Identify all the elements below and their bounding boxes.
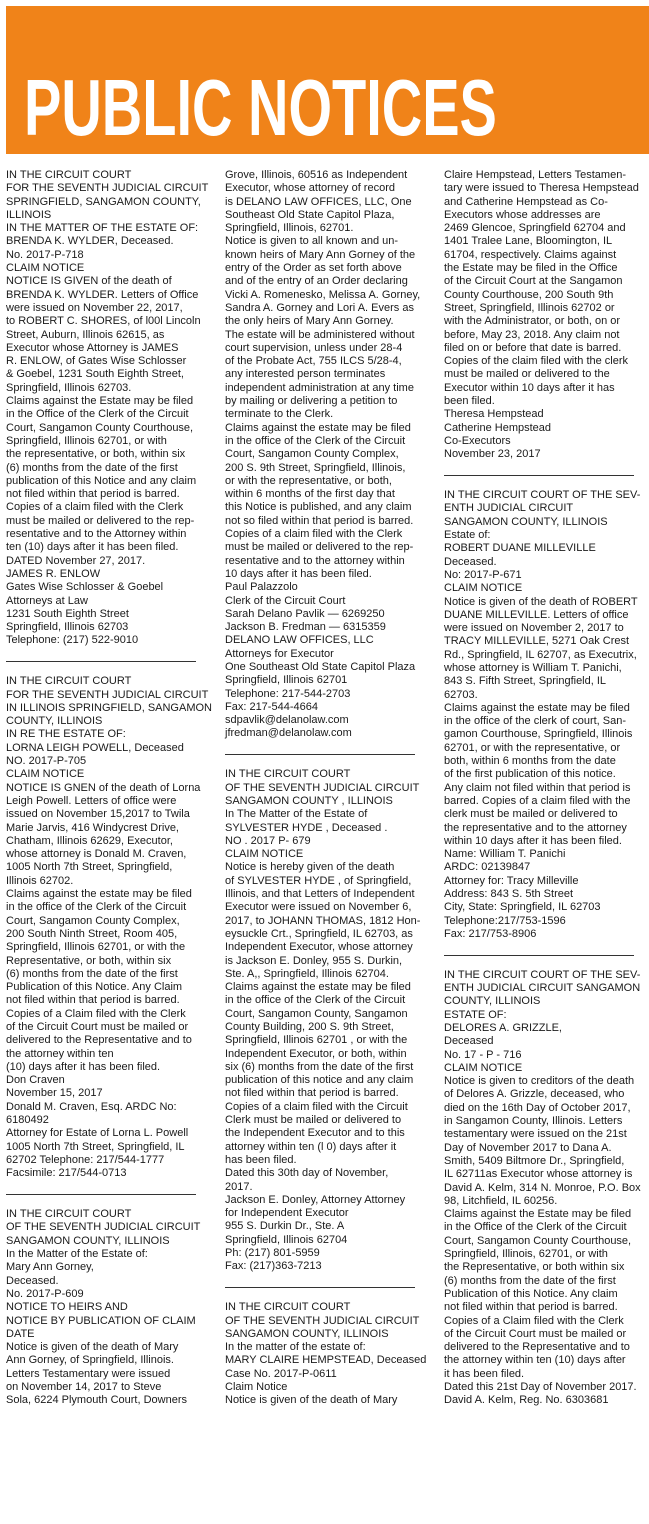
notice-line: NOTICE IS GNEN of the death of Lorna bbox=[6, 781, 201, 794]
notice-line: CLAIM NOTICE bbox=[444, 1061, 523, 1074]
notice-line: 98, Litchfield, IL 60256. bbox=[444, 1194, 558, 1207]
legal-notice bbox=[444, 489, 641, 941]
notice-line: DUANE MILLEVILLE. Letters of office bbox=[444, 608, 629, 621]
notice-line: delivered to the Representative and to bbox=[6, 1034, 192, 1047]
notice-line: Letters Testamentary were issued bbox=[6, 1367, 171, 1380]
notice-line: November 15, 2017 bbox=[6, 1087, 103, 1100]
notice-line: eysuckle Crt., Springfield, IL 62703, as bbox=[225, 927, 413, 940]
notice-line: sdpavlik@delanolaw.com bbox=[225, 714, 349, 727]
notice-line: DATED November 27, 2017. bbox=[6, 554, 146, 567]
notice-line: delivered to the Representative and to bbox=[444, 1341, 630, 1354]
notice-line: Springfield, Illinois 62701 bbox=[225, 674, 348, 687]
notice-line: JAMES R. ENLOW bbox=[6, 567, 101, 580]
notice-line: Claims against the Estate may be filed bbox=[444, 1208, 632, 1221]
notice-line: County Building, 200 S. 9th Street, bbox=[225, 1021, 394, 1033]
notice-line: 6180492 bbox=[6, 1114, 49, 1127]
notice-line: IN THE CIRCUIT COURT bbox=[6, 1208, 132, 1221]
notice-line: Springfield, Illinois 62703. bbox=[6, 381, 132, 394]
notice-line: Court, Sangamon County Courthouse, bbox=[444, 1234, 632, 1247]
notice-line: MARY CLAIRE HEMPSTEAD, Deceased bbox=[225, 1354, 427, 1367]
legal-notice bbox=[6, 169, 209, 648]
notice-line: this Notice is published, and any claim bbox=[225, 501, 412, 514]
notice-line: on November 14, 2017 to Steve bbox=[6, 1381, 162, 1394]
notice-line: In the matter of the estate of: bbox=[225, 1341, 366, 1354]
notice-line: Representative, or both, within six bbox=[6, 954, 172, 967]
spacer bbox=[444, 462, 634, 475]
notice-line: were issued on November 22, 2017, bbox=[6, 301, 183, 314]
spacer bbox=[444, 956, 634, 969]
notice-line: not so filed within that period is barred. bbox=[225, 514, 414, 527]
notice-line: 1005 North 7th Street, Springfield, bbox=[6, 861, 173, 874]
notice-line: Copies of a Claim filed with the Clerk bbox=[444, 1314, 624, 1327]
notice-line: In The Matter of the Estate of bbox=[225, 808, 368, 821]
notice-line: Executor whose Attorney is JAMES bbox=[6, 341, 179, 354]
notice-line: Sola, 6224 Plymouth Court, Downers bbox=[6, 1394, 187, 1407]
notice-line: (6) months from the date of the first bbox=[444, 1274, 616, 1287]
notice-line: Co-Executors bbox=[444, 434, 511, 447]
legal-notice bbox=[225, 169, 421, 741]
notice-line: known heirs of Mary Ann Gorney of the bbox=[225, 248, 416, 261]
notice-line: Claims against the estate may be filed bbox=[444, 701, 630, 714]
notice-line: and of the entry of an Order declaring bbox=[225, 275, 408, 288]
notice-line: six (6) months from the date of the first bbox=[225, 1060, 414, 1073]
notice-line: issued on November 15,2017 to Twila bbox=[6, 808, 190, 821]
notice-line: IN THE CIRCUIT COURT OF THE SEV- bbox=[444, 489, 641, 502]
notice-line: has been filed. bbox=[225, 1153, 297, 1166]
notice-line: Fax: 217-544-4664 bbox=[225, 700, 318, 713]
notice-line: the representative, or both, within six bbox=[6, 448, 186, 461]
legal-notice bbox=[225, 1301, 427, 1407]
notice-line: November 23, 2017 bbox=[444, 448, 541, 461]
notice-line: 1005 North 7th Street, Springfield, IL bbox=[6, 1140, 185, 1153]
notice-line: Telephone: 217-544-2703 bbox=[225, 687, 351, 700]
column-3 bbox=[444, 169, 641, 1408]
notice-line: is DELANO LAW OFFICES, LLC, One bbox=[225, 195, 412, 208]
notice-line: Court, Sangamon County Courthouse, bbox=[6, 421, 194, 434]
notice-line: CLAIM NOTICE bbox=[444, 582, 523, 595]
notice-line: DATE bbox=[6, 1327, 35, 1340]
notice-line: County Courthouse, 200 South 9th bbox=[444, 288, 614, 301]
notice-line: ENTH JUDICIAL CIRCUIT bbox=[444, 502, 574, 515]
notice-line: must be mailed or delivered to the rep- bbox=[6, 514, 195, 527]
notice-line: before, May 23, 2018. Any claim not bbox=[444, 328, 620, 341]
notice-line: SYLVESTER HYDE , Deceased . bbox=[225, 821, 388, 834]
notice-line: No: 2017-P-671 bbox=[444, 568, 522, 581]
notice-line: independent administration at any time bbox=[225, 381, 414, 394]
notice-line: Notice is given of the death of ROBERT bbox=[444, 595, 638, 608]
notice-line: SANGAMON COUNTY, ILLINOIS bbox=[6, 1234, 170, 1247]
notice-line: NOTICE TO HEIRS AND bbox=[6, 1301, 128, 1314]
notice-line: not filed within that period is barred. bbox=[444, 1301, 618, 1314]
notice-line: ROBERT DUANE MILLEVILLE bbox=[444, 542, 596, 555]
notice-line: Springfield, Illinois 62704 bbox=[225, 1233, 348, 1246]
notice-line: (10) days after it has been filed. bbox=[6, 1060, 161, 1073]
notice-line: Vicki A. Romenesko, Melissa A. Gorney, bbox=[225, 288, 421, 301]
notice-line: not filed within that period is barred. bbox=[6, 488, 180, 501]
notice-line: IN THE CIRCUIT COURT OF THE SEV- bbox=[444, 968, 641, 981]
notice-line: Smith, 5409 Biltmore Dr., Springfield, bbox=[444, 1154, 625, 1167]
notice-line: David A. Kelm, Reg. No. 6303681 bbox=[444, 1394, 609, 1407]
notice-line: Notice is given of the death of Mary bbox=[6, 1341, 179, 1354]
notice-line: City, State: Springfield, IL 62703 bbox=[444, 901, 601, 914]
notice-line: to ROBERT C. SHORES, of l00l Lincoln bbox=[6, 315, 201, 328]
notice-line: any interested person terminates bbox=[225, 368, 386, 381]
notice-line: Copies of a claim filed with the Clerk bbox=[6, 501, 184, 514]
notice-line: ESTATE OF: bbox=[444, 1008, 507, 1021]
notice-line: terminate to the Clerk. bbox=[225, 408, 334, 421]
notice-line: jfredman@delanolaw.com bbox=[225, 727, 352, 740]
notice-line: Executor within 10 days after it has bbox=[444, 381, 615, 394]
notice-line: both, within 6 months from the date bbox=[444, 755, 616, 768]
notice-line: One Southeast Old State Capitol Plaza bbox=[225, 660, 416, 673]
notice-line: IN ILLINOIS SPRINGFIELD, SANGAMON bbox=[6, 701, 212, 714]
notice-line: Theresa Hempstead bbox=[444, 408, 544, 421]
notice-line: it has been filed. bbox=[444, 1367, 525, 1380]
notice-line: the attorney within ten (10) days after bbox=[444, 1354, 626, 1367]
notice-line: not filed within that period is barred. bbox=[6, 994, 180, 1007]
notice-line: Deceased bbox=[444, 1035, 494, 1048]
notice-line: Copies of a claim filed with the Circuit bbox=[225, 1100, 408, 1113]
notice-line: Notice is given to all known and un- bbox=[225, 235, 399, 248]
notice-line: for Independent Executor bbox=[225, 1207, 349, 1220]
page-title: PUBLIC NOTICES bbox=[24, 63, 497, 152]
column-1 bbox=[6, 169, 212, 1408]
notice-line: publication of this notice and any claim bbox=[225, 1074, 414, 1087]
notice-line: 843 S. Fifth Street, Springfield, IL bbox=[444, 675, 607, 688]
notice-line: of the Circuit Court at the Sangamon bbox=[444, 275, 623, 288]
notice-line: Jackson E. Donley, Attorney Attorney bbox=[225, 1193, 406, 1206]
notice-line: Notice is given of the death of Mary bbox=[225, 1394, 398, 1407]
notice-line: the Estate may be filed in the Office bbox=[444, 262, 618, 275]
notice-line: not filed within that period is barred. bbox=[225, 1087, 399, 1100]
notice-line: (6) months from the date of the first bbox=[6, 461, 178, 474]
notice-line: Clerk must be mailed or delivered to bbox=[225, 1114, 402, 1127]
notice-line: 62702 Telephone: 217/544-1777 bbox=[6, 1153, 165, 1166]
notice-line: Any claim not filed within that period is bbox=[444, 781, 631, 794]
notice-line: COUNTY, ILLINOIS bbox=[6, 715, 103, 728]
notice-line: No. 2017-P-609 bbox=[6, 1287, 84, 1300]
notice-line: TRACY MILLEVILLE, 5271 Oak Crest bbox=[444, 635, 630, 648]
notice-line: Grove, Illinois, 60516 as Independent bbox=[225, 169, 408, 181]
notice-line: In the Matter of the Estate of: bbox=[6, 1248, 148, 1261]
notice-line: Donald M. Craven, Esq. ARDC No: bbox=[6, 1100, 177, 1113]
notice-line: Telephone:217/753-1596 bbox=[444, 914, 566, 927]
notice-line: Ann Gorney, of Springfield, Illinois. bbox=[6, 1354, 174, 1367]
notice-line: barred. Copies of a claim filed with the bbox=[444, 794, 631, 807]
notice-line: Mary Ann Gorney, bbox=[6, 1261, 94, 1274]
notice-line: OF THE SEVENTH JUDICIAL CIRCUIT bbox=[6, 1221, 201, 1234]
notice-line: 955 S. Durkin Dr., Ste. A bbox=[225, 1220, 345, 1233]
notice-line: CLAIM NOTICE bbox=[6, 262, 85, 275]
notice-line: of SYLVESTER HYDE , of Springfield, bbox=[225, 874, 412, 887]
notice-line: IN RE THE ESTATE OF: bbox=[6, 728, 126, 741]
notice-line: 62701, or with the representative, or bbox=[444, 741, 621, 754]
notice-line: the attorney within ten bbox=[6, 1047, 114, 1060]
notice-line: whose attorney is William T. Panichi, bbox=[444, 661, 622, 674]
spacer bbox=[225, 741, 415, 754]
notice-line: the Independent Executor and to this bbox=[225, 1127, 405, 1140]
notice-line: David A. Kelm, 314 N. Monroe, P.O. Box bbox=[444, 1181, 641, 1194]
spacer bbox=[225, 1288, 415, 1301]
notice-line: Marie Jarvis, 416 Windycrest Drive, bbox=[6, 821, 179, 834]
notice-line: of the Probate Act, 755 ILCS 5/28-4, bbox=[225, 355, 402, 368]
legal-notice bbox=[6, 675, 212, 1180]
notice-line: Notice is given to creditors of the death bbox=[444, 1075, 635, 1088]
spacer bbox=[6, 1195, 196, 1208]
notice-line: Fax: (217)363-7213 bbox=[225, 1260, 322, 1273]
notice-line: IN THE CIRCUIT COURT bbox=[6, 169, 132, 181]
notice-line: must be mailed or delivered to the bbox=[444, 368, 610, 381]
notice-line: COUNTY, ILLINOIS bbox=[444, 995, 541, 1008]
notice-line: in the Office of the Clerk of the Circuit bbox=[6, 408, 189, 421]
notice-line: Claim Notice bbox=[225, 1381, 288, 1394]
notice-line: 200 South Ninth Street, Room 405, bbox=[6, 927, 178, 940]
notice-line: Claims against the estate may be filed bbox=[225, 421, 411, 434]
notice-line: clerk must be mailed or delivered to bbox=[444, 808, 618, 821]
notice-line: IN THE CIRCUIT COURT bbox=[225, 1301, 351, 1314]
notice-line: SANGAMON COUNTY, ILLINOIS bbox=[444, 515, 608, 528]
notice-line: Springfield, Illinois, 62701. bbox=[225, 222, 354, 235]
notice-line: Publication of this Notice. Any Claim bbox=[6, 981, 183, 994]
notice-line: Claims against the Estate may be filed bbox=[6, 395, 194, 408]
notice-line: in the Office of the Clerk of the Circuit bbox=[444, 1221, 627, 1234]
column-2 bbox=[225, 169, 427, 1408]
notice-line: FOR THE SEVENTH JUDICIAL CIRCUIT bbox=[6, 182, 209, 195]
legal-notice bbox=[444, 968, 641, 1408]
notice-line: Gates Wise Schlosser & Goebel bbox=[6, 581, 164, 594]
notice-line: NOTICE BY PUBLICATION OF CLAIM bbox=[6, 1314, 196, 1327]
spacer bbox=[6, 648, 196, 661]
notice-line: Illinois 62702. bbox=[6, 874, 74, 887]
notice-line: IN THE CIRCUIT COURT bbox=[225, 768, 351, 781]
notice-line: of the Circuit Court must be mailed or bbox=[444, 1327, 627, 1340]
notice-line: BRENDA K. WYLDER. Letters of Office bbox=[6, 288, 199, 301]
notice-line: filed on or before that date is barred. bbox=[444, 341, 622, 354]
notice-line: Fax: 217/753-8906 bbox=[444, 927, 537, 940]
notice-line: Don Craven bbox=[6, 1074, 65, 1087]
notice-line: Deceased. bbox=[6, 1274, 59, 1287]
notice-line: FOR THE SEVENTH JUDICIAL CIRCUIT bbox=[6, 688, 209, 701]
notice-line: the representative and to the attorney bbox=[444, 821, 627, 834]
notice-line: Deceased. bbox=[444, 555, 497, 568]
notice-line: testamentary were issued on the 21st bbox=[444, 1128, 627, 1141]
spacer bbox=[444, 476, 634, 489]
notice-line: NOTICE IS GIVEN of the death of bbox=[6, 275, 172, 288]
notice-line: whose attorney is Donald M. Craven, bbox=[6, 848, 187, 861]
notice-line: attorney within ten (l 0) days after it bbox=[225, 1140, 397, 1153]
notice-line: been filed. bbox=[444, 395, 495, 408]
notice-line: Springfield, Illinois 62701, or with bbox=[6, 434, 167, 447]
notice-line: ten (10) days after it has been filed. bbox=[6, 541, 179, 554]
notice-line: Address: 843 S. 5th Street bbox=[444, 888, 574, 901]
notice-line: & Goebel, 1231 South Eighth Street, bbox=[6, 368, 184, 381]
notice-line: Ph: (217) 801-5959 bbox=[225, 1247, 320, 1260]
notice-line: Case No. 2017-P-0611 bbox=[225, 1367, 337, 1380]
notice-line: tary were issued to Theresa Hempstead bbox=[444, 182, 639, 195]
notice-line: Springfield, Illinois, 62701, or with bbox=[444, 1248, 608, 1261]
notice-line: ENTH JUDICIAL CIRCUIT SANGAMON bbox=[444, 982, 641, 995]
notice-line: Copies of the claim filed with the clerk bbox=[444, 355, 629, 368]
notice-line: Chatham, Illinois 62629, Executor, bbox=[6, 834, 173, 847]
notice-line: Sarah Delano Pavlik — 6269250 bbox=[225, 607, 385, 620]
notice-line: CLAIM NOTICE bbox=[225, 848, 304, 861]
notice-line: Attorneys for Executor bbox=[225, 647, 334, 660]
header-banner bbox=[6, 6, 649, 154]
notice-line: in the office of the Clerk of the Circuit bbox=[225, 994, 406, 1007]
notice-line: must be mailed or delivered to the rep- bbox=[225, 541, 414, 554]
notice-line: 61704, respectively. Claims against bbox=[444, 248, 617, 261]
notice-line: Court, Sangamon County Complex, bbox=[6, 914, 180, 927]
spacer bbox=[6, 1181, 196, 1194]
notice-line: DELORES A. GRIZZLE, bbox=[444, 1022, 562, 1034]
notice-line: or with the representative, or both, bbox=[225, 474, 392, 487]
notice-line: Dated this 21st Day of November 2017. bbox=[444, 1381, 637, 1394]
notice-line: Illinois, and that Letters of Independent bbox=[225, 888, 415, 901]
legal-notice bbox=[225, 768, 421, 1273]
notice-line: Claire Hempstead, Letters Testamen- bbox=[444, 169, 626, 181]
notice-line: Catherine Hempstead bbox=[444, 421, 552, 434]
notice-line: Springfield, Illinois 62703 bbox=[6, 621, 129, 634]
notice-line: Rd., Springfield, IL 62707, as Executrix, bbox=[444, 648, 637, 661]
notice-line: Claims against the estate may be filed bbox=[6, 888, 192, 901]
notice-line: by mailing or delivering a petition to bbox=[225, 395, 398, 408]
notice-line: BRENDA K. WYLDER, Deceased. bbox=[6, 235, 174, 248]
notice-line: is Jackson E. Donley, 955 S. Durkin, bbox=[225, 954, 403, 967]
notice-line: Attorney for Estate of Lorna L. Powell bbox=[6, 1127, 189, 1140]
spacer bbox=[225, 1274, 415, 1287]
notice-line: ILLINOIS bbox=[6, 208, 52, 221]
notice-line: 200 S. 9th Street, Springfield, Illinois, bbox=[225, 461, 406, 474]
spacer bbox=[6, 662, 196, 675]
notice-line: 2017, to JOHANN THOMAS, 1812 Hon- bbox=[225, 914, 421, 927]
notice-line: in the office of the Clerk of the Circuit bbox=[225, 434, 406, 447]
notice-line: Leigh Powell. Letters of office were bbox=[6, 794, 177, 807]
notice-line: Day of November 2017 to Dana A. bbox=[444, 1141, 612, 1154]
notice-line: resentative and to the Attorney within bbox=[6, 528, 187, 541]
notice-line: Paul Palazzolo bbox=[225, 581, 298, 594]
notice-line: 2017. bbox=[225, 1180, 253, 1193]
notice-line: and Catherine Hempstead as Co- bbox=[444, 195, 608, 208]
notice-line: SPRINGFIELD, SANGAMON COUNTY, bbox=[6, 195, 201, 208]
notice-line: DELANO LAW OFFICES, LLC bbox=[225, 634, 374, 647]
notice-line: Independent Executor, whose attorney bbox=[225, 941, 413, 954]
notice-line: publication of this Notice and any claim bbox=[6, 474, 197, 487]
notice-line: Court, Sangamon County Complex, bbox=[225, 448, 399, 461]
notice-line: Court, Sangamon County, Sangamon bbox=[225, 1007, 408, 1020]
notice-line: Attorney for: Tracy Milleville bbox=[444, 874, 579, 887]
notice-line: in the office of the clerk of court, San- bbox=[444, 715, 627, 728]
notice-line: Executor, whose attorney of record bbox=[225, 182, 395, 195]
notice-line: Claims against the estate may be filed bbox=[225, 981, 411, 994]
notice-line: court supervision, unless under 28-4 bbox=[225, 341, 403, 354]
notice-line: Telephone: (217) 522-9010 bbox=[6, 634, 139, 647]
notice-line: Attorneys at Law bbox=[6, 594, 88, 607]
notice-line: in Sangamon County, Illinois. Letters bbox=[444, 1115, 623, 1128]
notice-line: Copies of a Claim filed with the Clerk bbox=[6, 1007, 186, 1020]
notice-line: R. ENLOW, of Gates Wise Schlosser bbox=[6, 355, 187, 368]
notice-line: Independent Executor, or both, within bbox=[225, 1047, 407, 1060]
notice-line: Dated this 30th day of November, bbox=[225, 1167, 389, 1180]
notice-line: within 10 days after it has been filed. bbox=[444, 834, 622, 847]
notice-line: (6) months from the date of the first bbox=[6, 967, 178, 980]
notice-line: Executor were issued on November 6, bbox=[225, 901, 412, 914]
notice-line: No. 2017-P-718 bbox=[6, 248, 84, 261]
notice-line: Springfield, Illinois 62701 , or with the bbox=[225, 1034, 408, 1047]
notice-line: No. 17 - P - 716 bbox=[444, 1048, 522, 1061]
notice-line: NO . 2017 P- 679 bbox=[225, 834, 311, 847]
notice-line: Copies of a claim filed with the Clerk bbox=[225, 528, 403, 541]
notice-line: The estate will be administered without bbox=[225, 328, 415, 341]
notice-line: with the Administrator, or both, on or bbox=[444, 315, 621, 328]
notice-line: IN THE CIRCUIT COURT bbox=[6, 675, 132, 688]
notice-line: IN THE MATTER OF THE ESTATE OF: bbox=[6, 222, 199, 235]
notice-line: Jackson B. Fredman — 6315359 bbox=[225, 621, 386, 634]
notice-line: Street, Springfield, Illinois 62702 or bbox=[444, 301, 615, 314]
notice-line: LORNA LEIGH POWELL, Deceased bbox=[6, 741, 184, 754]
spacer bbox=[444, 941, 634, 954]
legal-notice bbox=[6, 1208, 201, 1407]
notice-line: Facsimile: 217/544-0713 bbox=[6, 1167, 127, 1180]
notice-line: 62703. bbox=[444, 688, 478, 701]
notice-line: Executors whose addresses are bbox=[444, 208, 601, 221]
notice-line: NO. 2017-P-705 bbox=[6, 755, 87, 768]
notice-line: of Delores A. Grizzle, deceased, who bbox=[444, 1088, 625, 1101]
notice-line: OF THE SEVENTH JUDICIAL CIRCUIT bbox=[225, 781, 420, 794]
notice-line: of the first publication of this notice. bbox=[444, 768, 616, 781]
notice-line: Ste. A,, Springfield, Illinois 62704. bbox=[225, 967, 389, 980]
notice-line: died on the 16th Day of October 2017, bbox=[444, 1101, 631, 1114]
legal-notice bbox=[444, 169, 639, 462]
notice-line: 2469 Glencoe, Springfield 62704 and bbox=[444, 222, 626, 235]
notice-line: Clerk of the Circuit Court bbox=[225, 594, 346, 607]
notice-line: entry of the Order as set forth above bbox=[225, 262, 402, 275]
spacer bbox=[225, 755, 415, 768]
notice-line: OF THE SEVENTH JUDICIAL CIRCUIT bbox=[225, 1314, 420, 1327]
notice-line: SANGAMON COUNTY , ILLINOIS bbox=[225, 794, 393, 807]
notice-line: Springfield, Illinois 62701, or with the bbox=[6, 941, 186, 954]
notice-line: SANGAMON COUNTY, ILLINOIS bbox=[225, 1327, 389, 1340]
notice-line: the Representative, or both within six bbox=[444, 1261, 625, 1274]
notice-line: Street, Auburn, Illinois 62615, as bbox=[6, 328, 165, 341]
notice-line: Southeast Old State Capitol Plaza, bbox=[225, 208, 395, 221]
notice-line: of the Circuit Court must be mailed or bbox=[6, 1021, 189, 1033]
notice-line: CLAIM NOTICE bbox=[6, 768, 85, 781]
notice-line: were issued on November 2, 2017 to bbox=[444, 622, 624, 635]
notice-line: resentative and to the attorney within bbox=[225, 554, 405, 567]
notice-line: Notice is hereby given of the death bbox=[225, 861, 395, 874]
notice-line: Publication of this Notice. Any claim bbox=[444, 1287, 618, 1300]
notice-line: IL 62711as Executor whose attorney is bbox=[444, 1168, 633, 1181]
notice-line: in the office of the Clerk of the Circuit bbox=[6, 901, 187, 914]
notice-line: the only heirs of Mary Ann Gorney. bbox=[225, 315, 394, 328]
notice-line: Name: William T. Panichi bbox=[444, 848, 566, 861]
notice-line: ARDC: 02139847 bbox=[444, 861, 531, 874]
notice-line: 1231 South Eighth Street bbox=[6, 607, 129, 620]
notice-line: Sandra A. Gorney and Lori A. Evers as bbox=[225, 301, 414, 314]
notice-line: 1401 Tralee Lane, Bloomington, IL bbox=[444, 235, 613, 248]
notice-line: 10 days after it has been filed. bbox=[225, 567, 372, 580]
notice-line: within 6 months of the first day that bbox=[225, 488, 395, 501]
notice-line: Estate of: bbox=[444, 529, 491, 542]
notice-line: gamon Courthouse, Springfield, Illinois bbox=[444, 728, 633, 741]
